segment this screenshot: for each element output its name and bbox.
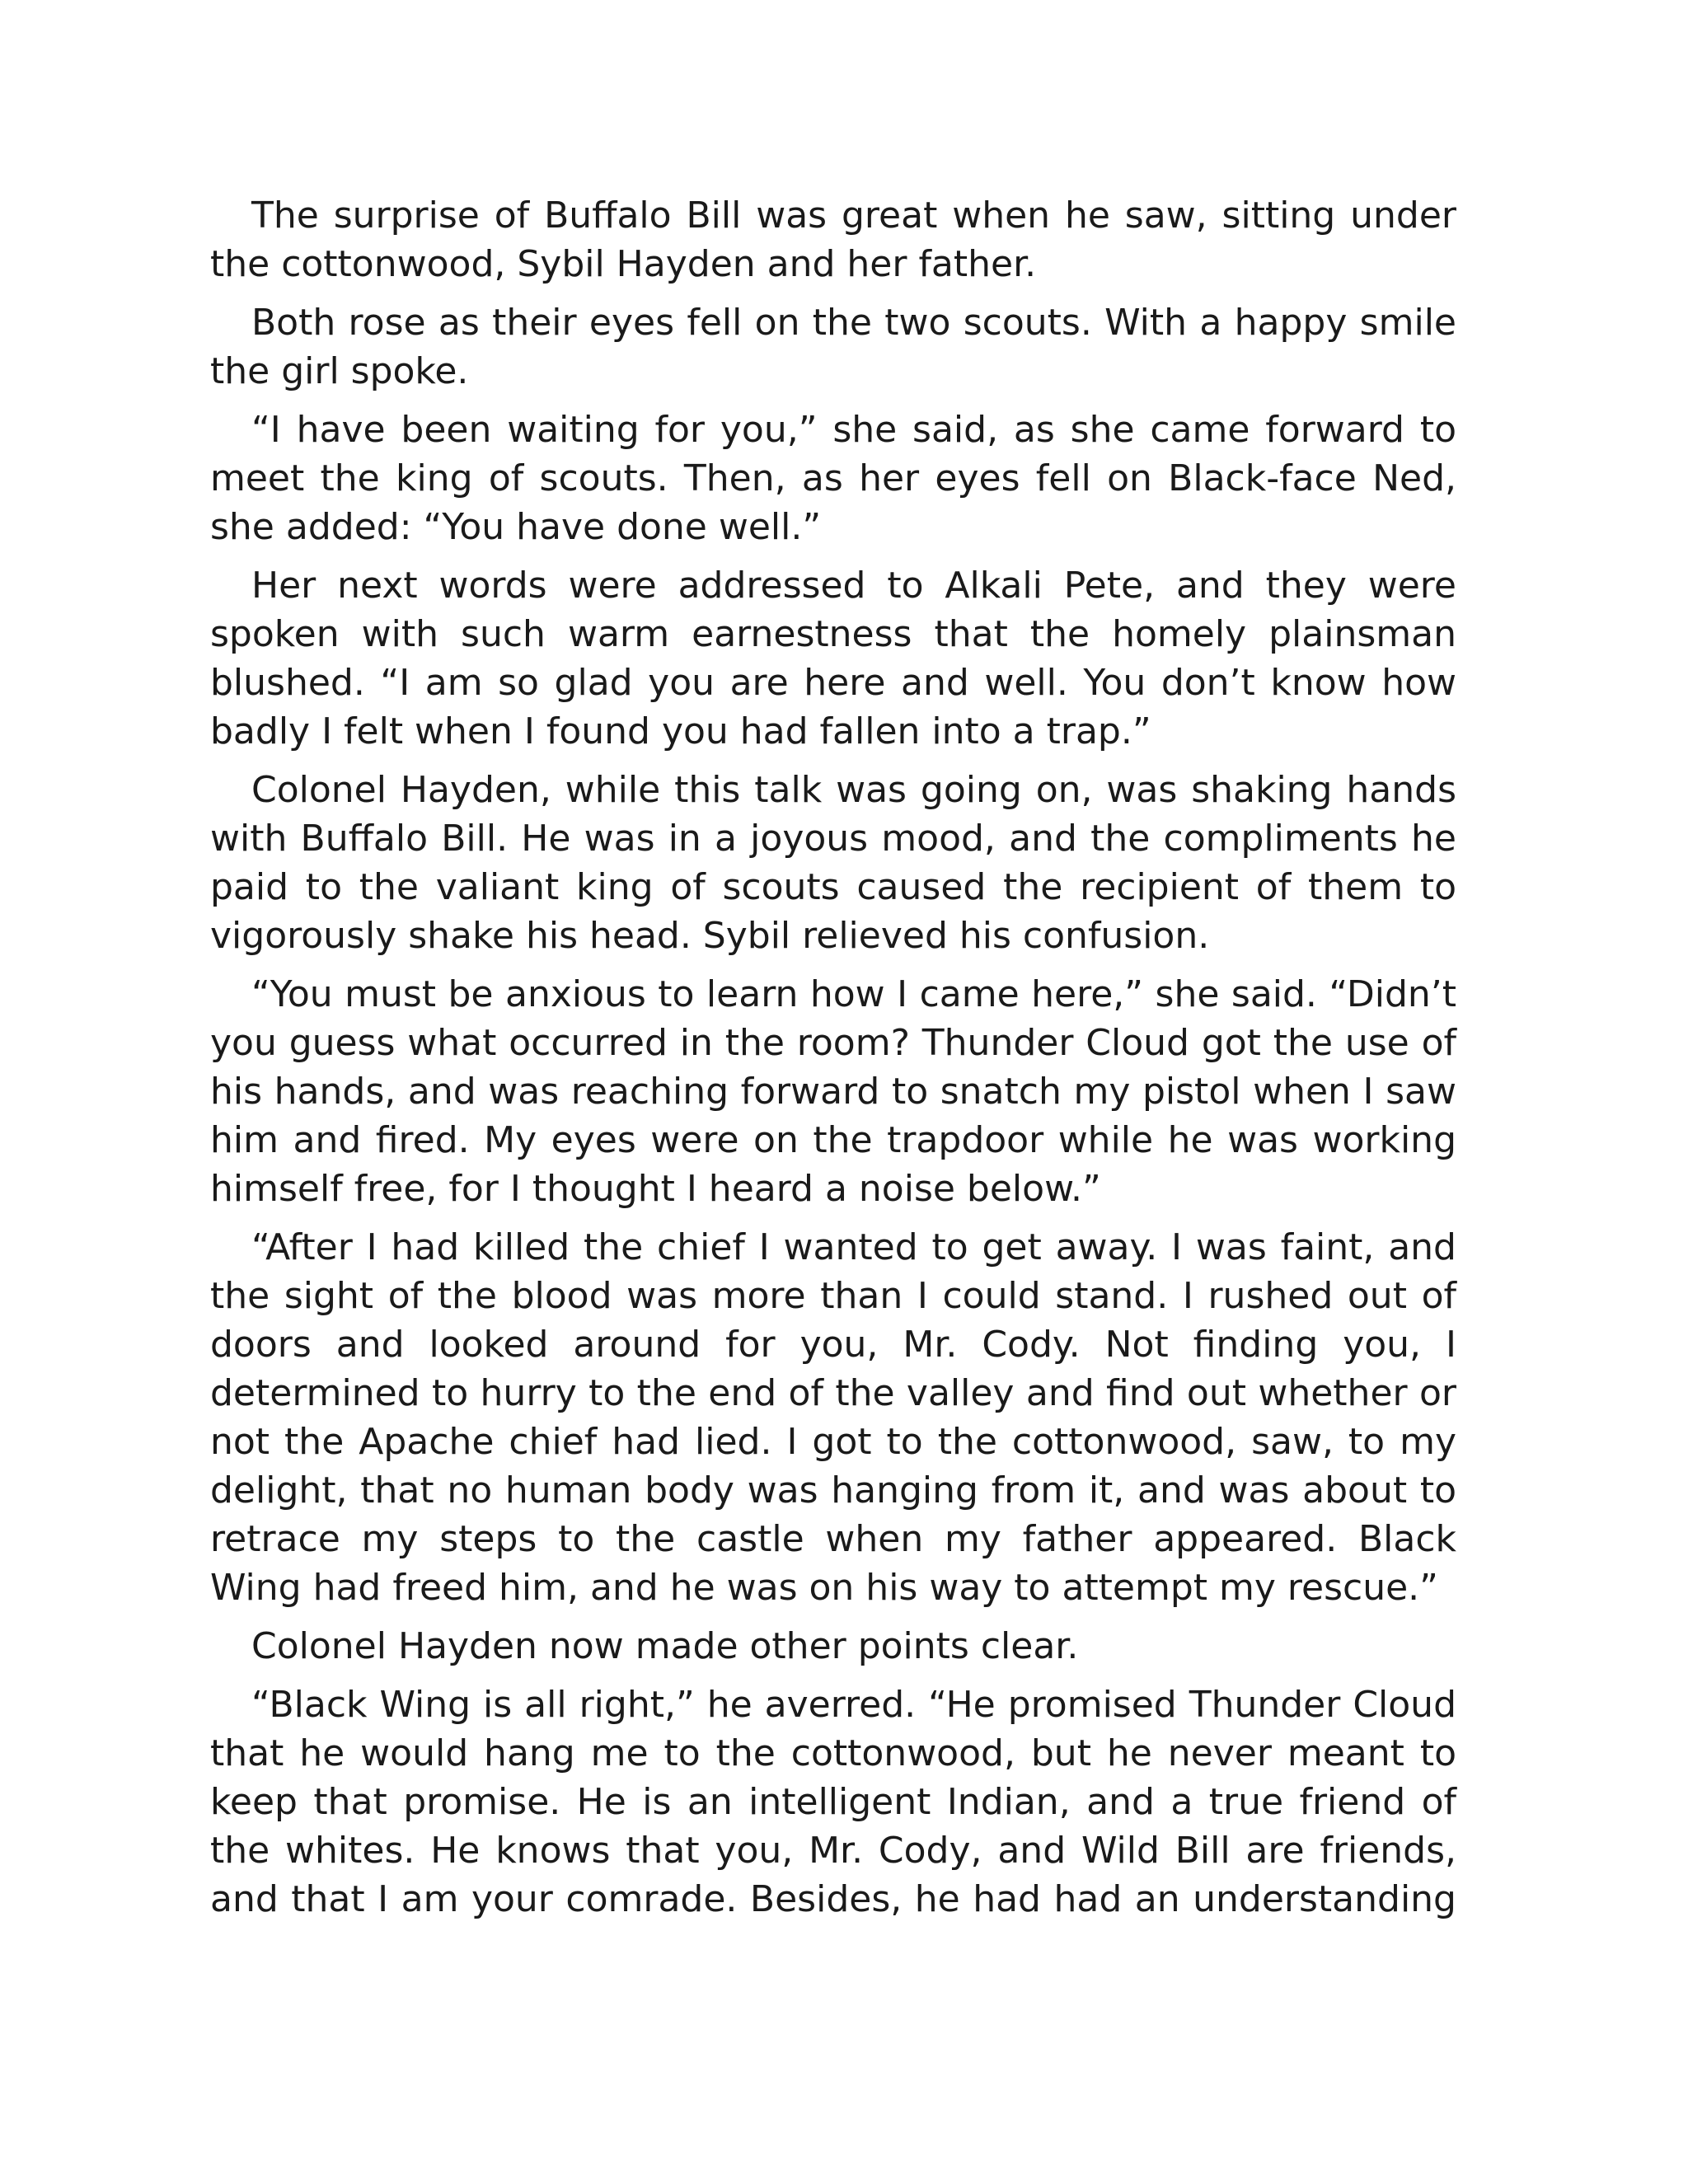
body-text — [210, 191, 1456, 1924]
paragraph-4: Her next words were addressed to Alkali Pete, and they were spoken with such warm earnestness that the homely plainsman blushed. “I am so glad you are here and well. You don’t know how badly I felt when I found you had fallen into a trap.” — [210, 565, 1456, 752]
paragraph-5: Colonel Hayden, while this talk was going on, was shaking hands with Buffalo Bill. He was in a joyous mood, and the compliments he paid to the valiant king of scouts caused the recipient of them to vigorously shake his head. Sybil relieved his confusion. — [210, 769, 1456, 957]
paragraph-1: The surprise of Buffalo Bill was great when he saw, sitting under the cottonwood, Sybil Hayden and her father. — [210, 194, 1456, 285]
paragraph-8: Colonel Hayden now made other points clear. — [251, 1625, 1079, 1667]
paragraph-2: Both rose as their eyes fell on the two scouts. With a happy smile the girl spoke. — [210, 302, 1456, 392]
paragraph-9: “Black Wing is all right,” he averred. “He promised Thunder Cloud that he would hang me to the cottonwood, but he never meant to keep that promise. He is an intelligent Indian, and a true friend of the whites. He knows that you, Mr. Cody, and Wild Bill are friends, and that I am your comrade. Besides, he had had an understanding — [210, 1684, 1456, 1920]
paragraph-3: “I have been waiting for you,” she said, as she came forward to meet the king of scouts. Then, as her eyes fell on Black-face Ned, she added: “You have done well.” — [210, 409, 1456, 548]
paragraph-6: “You must be anxious to learn how I came here,” she said. “Didn’t you guess what occurred in the room? Thunder Cloud got the use of his hands, and was reaching forward to snatch my pistol when I saw him and fired. My eyes were on the trapdoor while he was working himself free, for I thought I heard a noise below.” — [210, 973, 1456, 1210]
paragraph-7: “After I had killed the chief I wanted to get away. I was faint, and the sight of the blood was more than I could stand. I rushed out of doors and looked around for you, Mr. Cody. Not finding you, I determined to hurry to the end of the valley and find out whether or not the Apache chief had lied. I got to the cottonwood, saw, to my delight, that no human body was hanging from it, and was about to retrace my steps to the castle when my father appeared. Black Wing had freed him, and he was on his way to attempt my rescue.” — [210, 1226, 1456, 1609]
